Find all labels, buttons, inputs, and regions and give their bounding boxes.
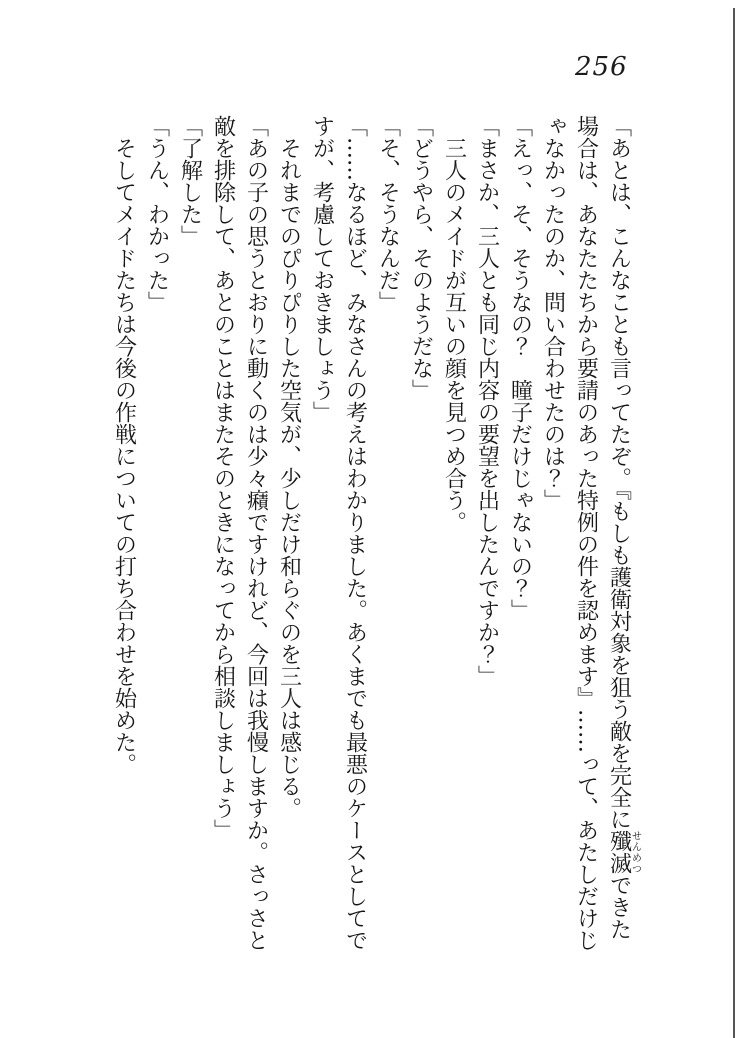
- text-line: すが、考慮しておきましょう」: [309, 115, 335, 423]
- page-edge-line: [733, 8, 735, 1038]
- text-line: それまでのぴりぴりした空気が、少しだけ和らぐのを三人は感じる。: [276, 137, 302, 819]
- text-line: [603, 115, 641, 975]
- furigana-reading: せんめつ: [629, 830, 641, 874]
- page-number: 256: [575, 52, 628, 82]
- text-line: 「そ、そうなんだ」: [375, 115, 401, 313]
- text-line-pre: 「あとは、こんなことも言ってたぞ。『もしも護衛対象を狙う敵を完全に: [606, 115, 632, 830]
- text-line: そしてメイドたちは今後の作戦についての打ち合わせを始めた。: [111, 137, 137, 775]
- text-line: 「了解した」: [177, 115, 203, 247]
- text-line: 敵を排除して、あとのことはまたそのときになってから相談しましょう」: [210, 115, 236, 841]
- furigana-base: 殲滅: [606, 830, 632, 874]
- text-line: 「えっ、そ、そうなの？ 瞳子だけじゃないの？」: [507, 115, 533, 621]
- text-line-post: できた: [606, 874, 632, 940]
- text-line: 「……なるほど、みなさんの考えはわかりました。あくまでも最悪のケースとしてで: [342, 115, 368, 951]
- text-line: 「あの子の思うとおりに動くのは少々癪ですけれど、今回は我慢しますか。さっさと: [243, 115, 269, 951]
- text-line: 三人のメイドが互いの顔を見つめ合う。: [441, 137, 467, 533]
- text-line: 「まさか、三人とも同じ内容の要望を出したんですか？」: [474, 115, 500, 687]
- text-line: 場合は、あなたたちから要請のあった特例の件を認めます』……って、あたしだけじ: [573, 115, 599, 951]
- text-line: 「うん、わかった」: [144, 115, 170, 313]
- text-line: 「どうやら、そのようだな」: [408, 115, 434, 401]
- page-text: [108, 115, 641, 975]
- text-line: ゃなかったのか、問い合わせたのは？」: [540, 115, 566, 511]
- furigana-ruby: [606, 830, 641, 874]
